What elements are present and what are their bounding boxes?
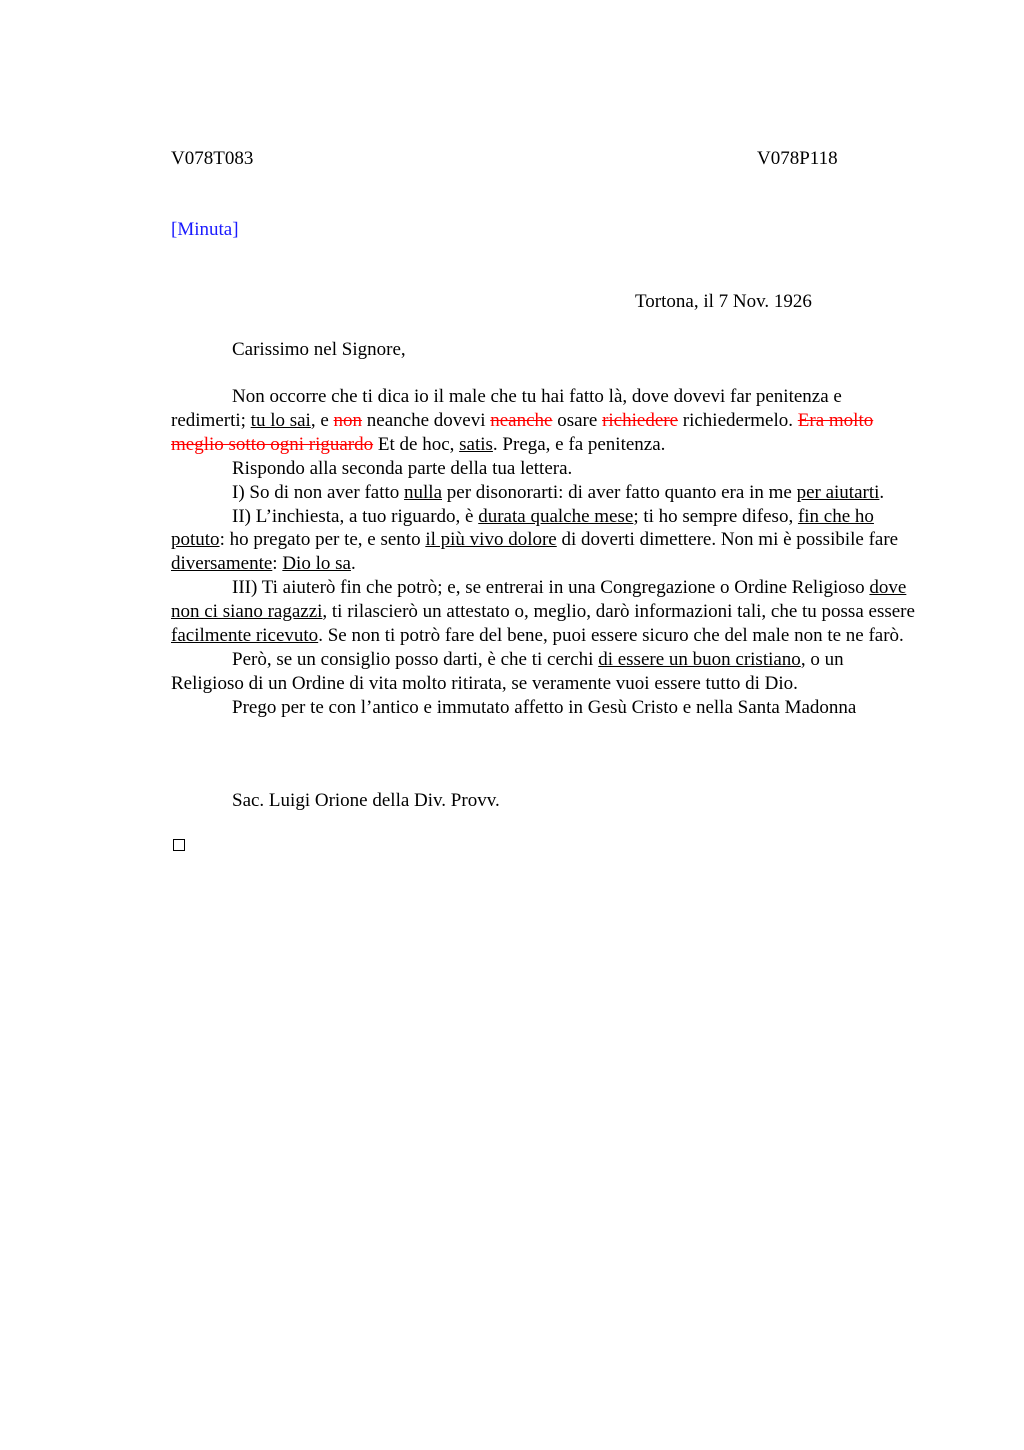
text-run: , e	[310, 409, 334, 431]
text-run: Et de hoc,	[373, 433, 460, 455]
underlined-text: per aiutarti	[796, 481, 880, 503]
text-run: II) L’inchiesta, a tuo riguardo, è	[232, 505, 479, 527]
paragraph-7: Prego per te con l’antico e immutato affetto in Gesù Cristo e nella Santa Madonna	[232, 696, 857, 718]
text-run: per disonorarti: di aver fatto quanto era in me	[442, 481, 797, 503]
underlined-text: diversamente	[171, 553, 273, 575]
deleted-text: Era molto meglio sotto ogni riguardo	[171, 409, 874, 455]
document-code-left: V078T083	[171, 148, 254, 169]
text-run: richiedermelo.	[678, 409, 798, 431]
text-run: I) So di non aver fatto	[232, 481, 405, 503]
underlined-text: nulla	[404, 481, 443, 503]
text-run: , ti rilascierò un attestato o, meglio, darò informazioni tali, che tu possa essere	[322, 601, 915, 623]
text-run: di doverti dimettere. Non mi è possibile fare	[556, 529, 899, 551]
paragraph-1	[171, 385, 921, 457]
text-run: osare	[552, 409, 603, 431]
paragraph-6	[171, 648, 921, 696]
underlined-text: tu lo sai	[250, 409, 311, 431]
underlined-text: durata qualche mese	[478, 505, 634, 527]
deleted-text: non	[333, 409, 363, 431]
text-run: .	[879, 481, 885, 503]
checkbox-square-icon	[173, 839, 185, 851]
letter-body	[171, 385, 921, 720]
underlined-text: dove non ci siano ragazzi	[171, 577, 907, 623]
underlined-text: di essere un buon cristiano	[598, 648, 801, 670]
signature: Sac. Luigi Orione della Div. Provv.	[232, 790, 500, 811]
minuta-label: [Minuta]	[171, 219, 239, 240]
text-run: . Prega, e fa penitenza.	[492, 433, 666, 455]
underlined-text: il più vivo dolore	[425, 529, 557, 551]
paragraph-5	[171, 576, 921, 648]
document-code-right: V078P118	[757, 148, 838, 169]
paragraph-4	[171, 505, 921, 577]
paragraph-2: Rispondo alla seconda parte della tua lettera.	[232, 457, 573, 479]
text-run: neanche dovevi	[362, 409, 491, 431]
dateline: Tortona, il 7 Nov. 1926	[635, 291, 812, 312]
text-run: III) Ti aiuterò fin che potrò; e, se entrerai in una Congregazione o Ordine Religioso	[232, 577, 870, 599]
text-run: . Se non ti potrò fare del bene, puoi essere sicuro che del male non te ne farò.	[318, 625, 904, 647]
salutation: Carissimo nel Signore,	[232, 339, 406, 360]
text-run: : ho pregato per te, e sento	[219, 529, 426, 551]
deleted-text: neanche	[490, 409, 553, 431]
paragraph-3	[171, 481, 921, 505]
text-run: Non occorre che ti dica io il male che tu hai fatto là, dove dovevi far penitenza e redimerti;	[171, 386, 842, 431]
text-run: :	[272, 553, 283, 575]
text-run: Però, se un consiglio posso darti, è che ti cerchi	[232, 648, 599, 670]
underlined-text: facilmente ricevuto	[171, 625, 319, 647]
underlined-text: Dio lo sa	[282, 553, 351, 575]
deleted-text: richiedere	[602, 409, 679, 431]
underlined-text: fin che ho potuto	[171, 505, 874, 551]
text-run: .	[350, 553, 356, 575]
underlined-text: satis	[459, 433, 493, 455]
text-run: , o un Religioso di un Ordine di vita molto ritirata, se veramente vuoi essere tutto di Dio.	[171, 648, 844, 694]
text-run: ; ti ho sempre difeso,	[633, 505, 798, 527]
